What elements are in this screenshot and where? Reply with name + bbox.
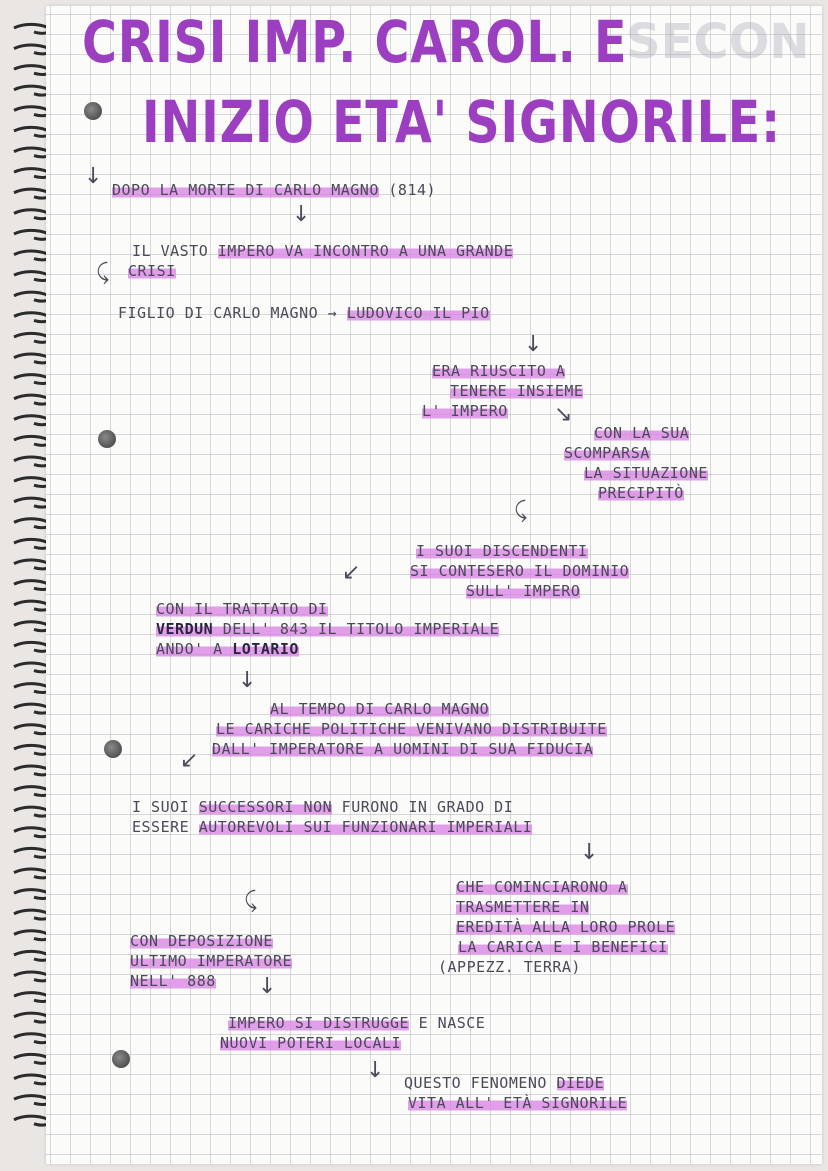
note-inheritance-1: CHE COMINCIARONO A	[456, 878, 628, 896]
note-disappearance-2: SCOMPARSA	[564, 444, 650, 462]
arrow-curved-icon: ⤹	[244, 888, 258, 913]
page-title-line-1: CRISI IMP. CAROL. E	[82, 8, 628, 76]
arrow-down-icon: ↓	[238, 668, 257, 693]
page-title-line-2: INIZIO ETA' SIGNORILE:	[142, 88, 781, 156]
note-empire-falls-1: IMPERO SI DISTRUGGE E NASCE	[228, 1014, 486, 1032]
arrow-icon: ↓	[84, 164, 103, 189]
note-signorial-age-1: QUESTO FENOMENO DIEDE	[404, 1074, 605, 1092]
note-charlemagne-era-2: LE CARICHE POLITICHE VENIVANO DISTRIBUITE	[216, 720, 607, 738]
note-deposition-2: ULTIMO IMPERATORE	[130, 952, 293, 970]
note-verdun-2: VERDUN DELL' 843 IL TITOLO IMPERIALE	[156, 620, 500, 638]
note-inheritance-2: TRASMETTERE IN	[456, 898, 590, 916]
arrow-down-icon: ↓	[292, 202, 311, 227]
punch-hole	[98, 430, 116, 448]
note-disappearance-1: CON LA SUA	[594, 424, 690, 442]
note-death-charlemagne: DOPO LA MORTE DI CARLO MAGNO (814)	[112, 181, 437, 199]
note-empire-falls-2: NUOVI POTERI LOCALI	[220, 1034, 402, 1052]
note-signorial-age-2: VITA ALL' ETÀ SIGNORILE	[408, 1094, 628, 1112]
note-son-of-charlemagne: FIGLIO DI CARLO MAGNO → LUDOVICO IL PIO	[118, 304, 490, 322]
note-inheritance-3: EREDITÀ ALLA LORO PROLE	[456, 918, 676, 936]
arrow-curved-icon: ↘	[554, 402, 573, 427]
note-held-empire-2: TENERE INSIEME	[450, 382, 584, 400]
note-verdun-3: ANDO' A LOTARIO	[156, 640, 299, 658]
note-crisis-word: CRISI	[128, 262, 176, 280]
bleed-through-text: SECON	[626, 14, 810, 70]
arrow-down-icon: ↓	[258, 974, 277, 999]
arrow-down-icon: ↓	[366, 1058, 385, 1083]
note-inheritance-4: LA CARICA E I BENEFICI	[458, 938, 668, 956]
note-held-empire-1: ERA RIUSCITO A	[432, 362, 566, 380]
notebook-page	[46, 6, 822, 1164]
note-disappearance-4: PRECIPITÒ	[598, 484, 684, 502]
note-disappearance-3: LA SITUAZIONE	[584, 464, 708, 482]
note-verdun-1: CON IL TRATTATO DI	[156, 600, 328, 618]
note-empire-crisis: IL VASTO IMPERO VA INCONTRO A UNA GRANDE	[132, 242, 514, 260]
arrow-down-icon: ↓	[524, 332, 543, 357]
note-descendants-1: I SUOI DISCENDENTI	[416, 542, 588, 560]
note-descendants-3: SULL' IMPERO	[466, 582, 581, 600]
note-descendants-2: SI CONTESERO IL DOMINIO	[410, 562, 630, 580]
note-deposition-1: CON DEPOSIZIONE	[130, 932, 273, 950]
note-charlemagne-era-3: DALL' IMPERATORE A UOMINI DI SUA FIDUCIA	[212, 740, 594, 758]
note-held-empire-3: L' IMPERO	[422, 402, 508, 420]
punch-hole	[112, 1050, 130, 1068]
punch-hole	[84, 102, 102, 120]
note-charlemagne-era-1: AL TEMPO DI CARLO MAGNO	[270, 700, 490, 718]
arrow-curved-icon: ⤹	[514, 498, 528, 523]
arrow-curved-icon: ↙	[342, 560, 361, 585]
punch-hole	[104, 740, 122, 758]
note-deposition-3: NELL' 888	[130, 972, 216, 990]
note-successors-1: I SUOI SUCCESSORI NON FURONO IN GRADO DI	[132, 798, 514, 816]
note-inheritance-5: (APPEZZ. TERRA)	[438, 958, 581, 976]
arrow-curved-icon: ↙	[180, 748, 199, 773]
arrow-down-icon: ↓	[580, 840, 599, 865]
note-successors-2: ESSERE AUTOREVOLI SUI FUNZIONARI IMPERIALI	[132, 818, 533, 836]
arrow-curved-icon: ⤹	[96, 260, 110, 285]
